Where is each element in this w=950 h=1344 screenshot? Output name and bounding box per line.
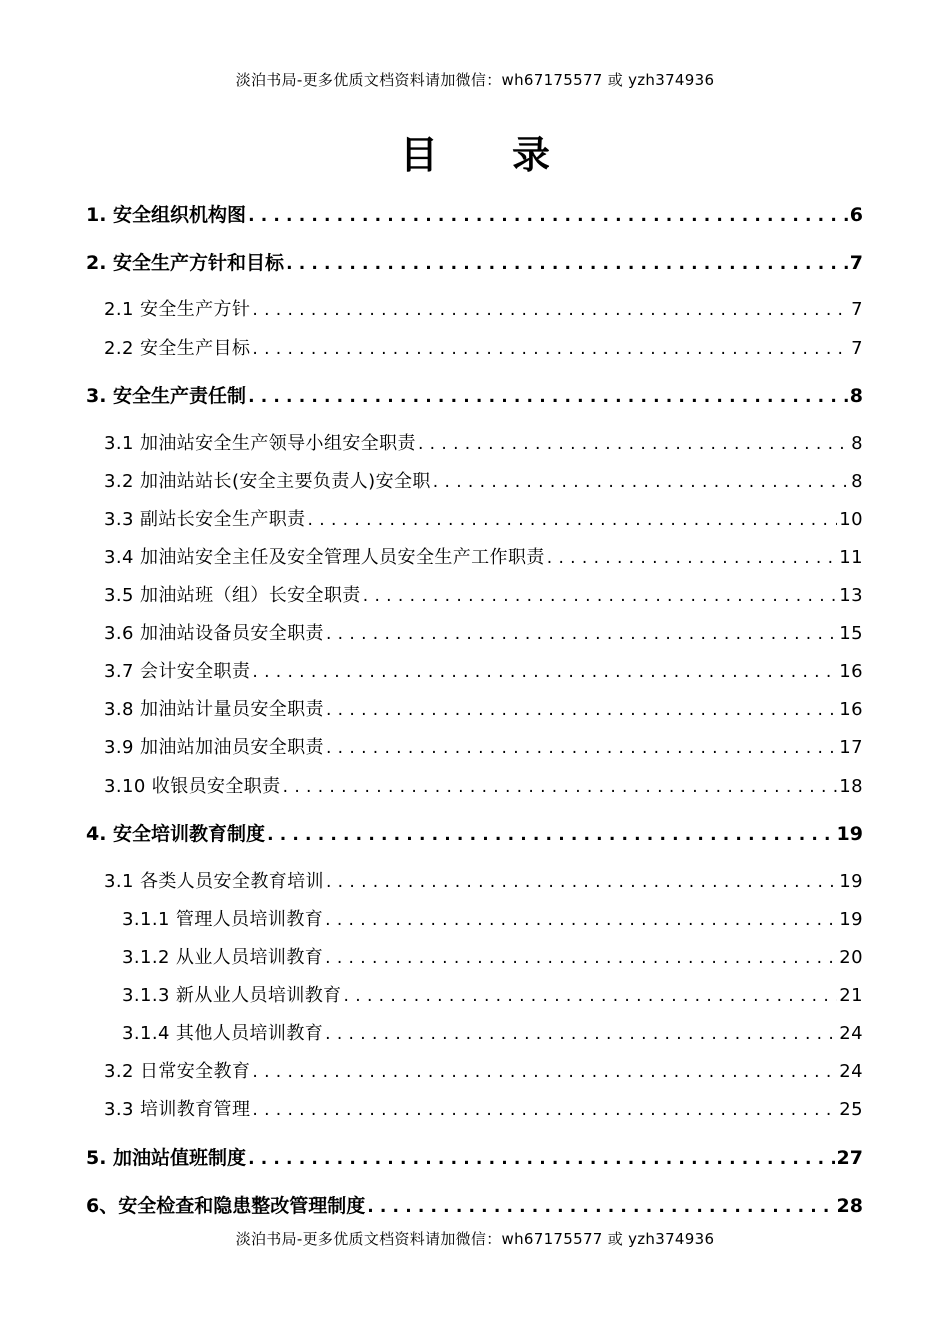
toc-entry-label: 3.8 加油站计量员安全职责 xyxy=(104,699,324,720)
toc-entry[interactable] xyxy=(86,943,863,971)
toc-dot-leader xyxy=(248,206,848,226)
toc-entry[interactable] xyxy=(86,381,863,409)
toc-entry-page: 24 xyxy=(839,1023,863,1044)
toc-entry-page: 20 xyxy=(839,947,863,968)
toc-entry-page: 21 xyxy=(839,985,863,1006)
toc-dot-leader xyxy=(252,339,849,359)
toc-entry-label: 3.6 加油站设备员安全职责 xyxy=(104,623,324,644)
toc-entry-page: 10 xyxy=(839,509,863,530)
toc-entry[interactable] xyxy=(86,619,863,647)
toc-entry-page: 19 xyxy=(839,871,863,892)
toc-entry-label: 3.1.4 其他人员培训教育 xyxy=(122,1023,324,1044)
toc-entry-label: 3.1.2 从业人员培训教育 xyxy=(122,947,324,968)
toc-entry-page: 19 xyxy=(836,823,863,845)
toc-entry[interactable] xyxy=(86,429,863,457)
toc-entry[interactable] xyxy=(86,772,863,800)
toc-entry[interactable] xyxy=(86,248,863,276)
toc-entry[interactable] xyxy=(86,905,863,933)
toc-entry[interactable] xyxy=(86,733,863,761)
toc-entry-page: 19 xyxy=(839,909,863,930)
toc-entry-label: 4. 安全培训教育制度 xyxy=(86,823,266,845)
toc-entry-page: 7 xyxy=(849,252,863,274)
toc-entry-page: 8 xyxy=(849,385,863,407)
toc-dot-leader xyxy=(252,662,837,682)
toc-dot-leader xyxy=(267,825,834,845)
toc-dot-leader xyxy=(326,700,837,720)
toc-dot-leader xyxy=(252,1062,837,1082)
toc-entry[interactable] xyxy=(86,543,863,571)
toc-dot-leader xyxy=(325,1024,837,1044)
toc-dot-leader xyxy=(325,948,837,968)
page-title-char-2: 录 xyxy=(512,133,551,177)
toc-entry[interactable] xyxy=(86,295,863,323)
toc-entry[interactable] xyxy=(86,819,863,847)
toc-entry[interactable] xyxy=(86,867,863,895)
toc-dot-leader xyxy=(325,910,837,930)
toc-entry-label: 6、安全检查和隐患整改管理制度 xyxy=(86,1195,366,1217)
toc-entry[interactable] xyxy=(86,695,863,723)
toc-entry-label: 5. 加油站值班制度 xyxy=(86,1147,247,1169)
toc-entry-label: 3.3 副站长安全生产职责 xyxy=(104,509,306,530)
toc-entry[interactable] xyxy=(86,581,863,609)
toc-entry[interactable] xyxy=(86,467,863,495)
toc-dot-leader xyxy=(248,1149,834,1169)
header-note: 淡泊书局-更多优质文档资料请加微信：wh67175577 或 yzh374936 xyxy=(235,71,715,89)
toc-dot-leader xyxy=(283,777,838,797)
toc-entry-label: 3.5 加油站班（组）长安全职责 xyxy=(104,585,361,606)
toc-entry-page: 13 xyxy=(839,585,863,606)
toc-entry-label: 1. 安全组织机构图 xyxy=(86,204,247,226)
toc-entry[interactable] xyxy=(86,1095,863,1123)
toc-entry-page: 8 xyxy=(851,433,863,454)
toc-entry[interactable] xyxy=(86,1019,863,1047)
toc-entry-page: 24 xyxy=(839,1061,863,1082)
toc-entry-label: 3.4 加油站安全主任及安全管理人员安全生产工作职责 xyxy=(104,547,545,568)
toc-entry-page: 16 xyxy=(839,699,863,720)
toc-entry-page: 18 xyxy=(839,776,863,797)
toc-entry-page: 11 xyxy=(839,547,863,568)
footer-note: 淡泊书局-更多优质文档资料请加微信：wh67175577 或 yzh374936 xyxy=(235,1230,715,1248)
toc-entry-label: 3.9 加油站加油员安全职责 xyxy=(104,737,324,758)
toc-dot-leader xyxy=(433,472,849,492)
toc-dot-leader xyxy=(326,624,837,644)
toc-entry[interactable] xyxy=(86,200,863,228)
toc-entry-label: 3.3 培训教育管理 xyxy=(104,1099,251,1120)
toc-entry[interactable] xyxy=(86,657,863,685)
toc-entry-label: 3.2 日常安全教育 xyxy=(104,1061,251,1082)
toc-entry[interactable] xyxy=(86,981,863,1009)
toc-entry[interactable] xyxy=(86,334,863,362)
toc-entry[interactable] xyxy=(86,505,863,533)
toc-entry[interactable] xyxy=(86,1143,863,1171)
toc-entry-page: 17 xyxy=(839,737,863,758)
page-title xyxy=(0,124,950,179)
toc-dot-leader xyxy=(418,434,849,454)
toc-entry-label: 3. 安全生产责任制 xyxy=(86,385,247,407)
toc-entry[interactable] xyxy=(86,1057,863,1085)
toc-entry[interactable] xyxy=(86,1191,863,1219)
toc-entry-label: 2.2 安全生产目标 xyxy=(104,338,251,359)
toc-dot-leader xyxy=(248,387,848,407)
toc-entry-label: 3.1 各类人员安全教育培训 xyxy=(104,871,324,892)
toc-entry-page: 28 xyxy=(836,1195,863,1217)
toc-dot-leader xyxy=(326,872,837,892)
toc-entry-label: 3.1.1 管理人员培训教育 xyxy=(122,909,324,930)
toc-entry-page: 7 xyxy=(851,338,863,359)
toc-entry-label: 2.1 安全生产方针 xyxy=(104,299,251,320)
toc-entry-page: 8 xyxy=(851,471,863,492)
toc-dot-leader xyxy=(252,300,849,320)
toc-entry-page: 16 xyxy=(839,661,863,682)
toc-entry-page: 27 xyxy=(836,1147,863,1169)
toc-entry-label: 3.7 会计安全职责 xyxy=(104,661,251,682)
toc-entry-page: 6 xyxy=(849,204,863,226)
toc-dot-leader xyxy=(252,1100,837,1120)
toc-dot-leader xyxy=(286,254,848,274)
toc-dot-leader xyxy=(367,1197,834,1217)
toc-dot-leader xyxy=(326,738,837,758)
toc-entry-label: 3.1 加油站安全生产领导小组安全职责 xyxy=(104,433,416,454)
toc-entry-page: 25 xyxy=(839,1099,863,1120)
toc-entry-page: 15 xyxy=(839,623,863,644)
toc-dot-leader xyxy=(547,548,838,568)
toc-entry-page: 7 xyxy=(851,299,863,320)
page-title-char-1: 目 xyxy=(399,133,438,177)
toc-dot-leader xyxy=(344,986,838,1006)
toc-entry-label: 3.1.3 新从业人员培训教育 xyxy=(122,985,342,1006)
toc-entry-label: 2. 安全生产方针和目标 xyxy=(86,252,285,274)
toc-dot-leader xyxy=(308,510,838,530)
toc-dot-leader xyxy=(363,586,838,606)
toc-entry-label: 3.10 收银员安全职责 xyxy=(104,776,281,797)
toc-entry-label: 3.2 加油站站长(安全主要负责人)安全职 xyxy=(104,471,431,492)
